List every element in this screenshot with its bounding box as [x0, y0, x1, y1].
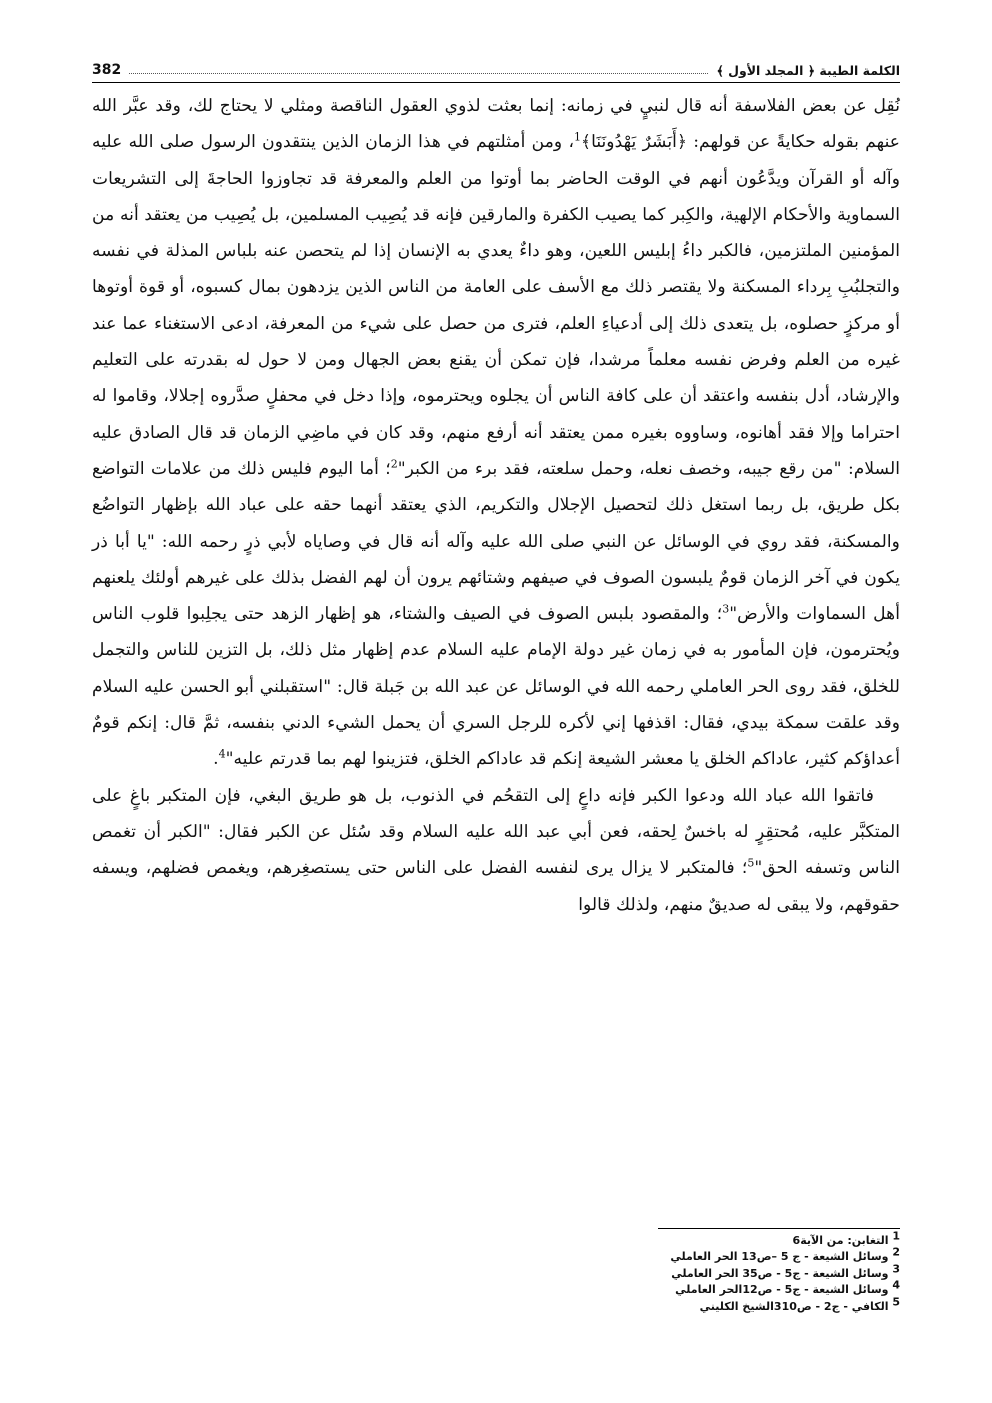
footnote-number: 4	[892, 1278, 900, 1292]
page-header	[92, 56, 900, 83]
footnote-number: 5	[892, 1294, 900, 1308]
page-number: 382	[92, 62, 122, 78]
footnote-ref: 2	[390, 457, 398, 471]
footnote-ref: 5	[747, 856, 755, 870]
footnote-number: 2	[892, 1245, 900, 1259]
text-run: نُقِل عن بعض الفلاسفة أنه قال لنبيٍ في زمانه: إنما بعثت لذوي العقول الناقصة ومثلي لا يحتاج لك، وقد عبَّر الله عنهم بقوله حكايةً عن قولهم: ﴿أَبَشَرٌ يَهْدُونَنَا﴾	[92, 96, 901, 153]
footnote-text: وسائل الشيعة - ج5 - ص35 الحر العاملي	[671, 1266, 889, 1280]
footnote	[570, 1245, 900, 1265]
header-dotted-leader	[129, 73, 708, 74]
footnote	[570, 1262, 900, 1282]
footnotes	[570, 1229, 900, 1315]
footnote-text: التغابن: من الآية6	[792, 1234, 889, 1247]
running-title: الكلمة الطيبة ﴿ المجلد الأول ﴾	[716, 63, 900, 78]
footnote-text: الكافي - ج2 - ص310الشيخ الكليني	[699, 1299, 889, 1313]
text-run: ؛ فالمتكبر لا يزال يرى لنفسه الفضل على الناس حتى يستصغِرهم، ويغمص فضلهم، ويسفه حقوقهم، ولا يبقى له صديقٌ منهم، ولذلك قالوا	[92, 858, 900, 915]
paragraph-1	[92, 88, 900, 778]
text-run: ؛ والمقصود بلبس الصوف في الصيف والشتاء، هو إظهار الزهد حتى يجلِبوا قلوب الناس ويُحترمون، فإن المأمور به في زمان غير دولة الإمام عليه السلام عدم إظهار مثل ذلك، بل التزين للناس والتجمل للخلق، فقد روى الحر العاملي رحمه الله في الوسائل عن عبد الله بن جَبلة قال: "استقبلني أبو الحسن عليه السلام وقد علقت سمكة بيدي، فقال: اقذفها إني لأكره للرجل السري أن يحمل الشيء الدني بنفسه، ثمَّ قال: إنكم قومٌ أعداؤكم كثير، عاداكم الخلق يا معشر الشيعة إنكم قد عاداكم الخلق، فتزينوا لهم بما قدرتم عليه"	[92, 604, 900, 770]
footnote-number: 1	[892, 1229, 900, 1243]
footnote-number: 3	[892, 1262, 900, 1276]
footnote-separator	[658, 1228, 900, 1229]
main-text	[92, 88, 900, 923]
footnote-ref: 4	[218, 747, 226, 761]
footnote	[570, 1294, 900, 1315]
footnote	[570, 1278, 900, 1298]
text-run: فاتقوا الله عباد الله ودعوا الكبر فإنه داعٍ إلى التقحُم في الذنوب، بل هو طريق البغي، فإن المتكبر باغٍ على المتكبَّر عليه، مُحتقِرٍ له باخسٌ لِحقه، فعن أبي عبد الله عليه السلام وقد سُئل عن الكبر فقال: "الكبر أن تغمص الناس وتسفه الحق"	[92, 785, 901, 879]
text-run: ؛ أما اليوم فليس ذلك من علامات التواضع بكل طريق، بل ربما استغل ذلك لتحصيل الإجلال والتكريم، الذي يعتقد أنهما حقه على عباد الله بإظهار التواضُع والمسكنة، فقد روي في الوسائل عن النبي صلى الله عليه وآله أنه قال في وصاياه لأبي ذرٍ رحمه الله: "يا أبا ذر يكون في آخر الزمان قومٌ يلبسون الصوف في صيفهم وشتائهم يرون أن لهم الفضل بذلك على غيرهم أولئك يلعنهم أهل السماوات والأرض"	[92, 458, 900, 625]
paragraph-2	[92, 778, 900, 923]
text-run: ، ومن أمثلتهم في هذا الزمان الذين ينتقدون الرسول صلى الله عليه وآله أو القرآن ويدَّعُون أنهم في الوقت الحاضر بما أوتوا من العلم والمعرفة قد تجاوزوا الحاجةَ إلى التشريعات السماوية والأحكام الإلهية، والكِبر كما يصيب الكفرة والمارقين فإنه قد يُصِيب المسلمين، بل يُصِيب من يعتقد أنه من المؤمنين الملتزمين، فالكبر داءُ إبليس اللعين، وهو داءٌ يعدي به الإنسان إذا لم يتحصن عنه بلباس المذلة في نفسه والتجلبُبِ بِرداء المسكنة ولا يقتصر ذلك مع الأسف على العامة من الناس الذين يزدهون بمال كسبوه، أو قوة أوتوها أو مركزٍ حصلوه، بل يتعدى ذلك إلى أدعياءِ العلم، فترى من حصل على شيء من المعرفة، ادعى الاستغناء عما عند غيره من العلم وفرض نفسه معلماً مرشدا، فإن تمكن أن يقنع بعض الجهال ومن لا حول له بقدرته على التعليم والإرشاد، أدل بنفسه واعتقد أن على كافة الناس أن يجلوه ويحترموه، وإذا دخل في محفلٍ صدَّروه إجلالا، وقاموا له احتراما وإلا فقد أهانوه، وساووه بغيره ممن يعتقد أنه أرفع منهم، وقد كان في ماضِي الزمان قد قال الصادق عليه السلام: "من رقع جيبه، وخصف نعله، وحمل سلعته، فقد برء من الكبر"	[92, 132, 900, 479]
text-run: .	[213, 749, 219, 770]
footnote-ref: 3	[722, 602, 730, 616]
footnote-text: وسائل الشيعة - ج5 - ص12الحر العاملي	[675, 1283, 889, 1297]
footnote-text: وسائل الشيعة - ج 5 –ص13 الحر العاملي	[670, 1250, 889, 1264]
footnote	[570, 1229, 900, 1249]
footnote-ref: 1	[574, 130, 582, 144]
